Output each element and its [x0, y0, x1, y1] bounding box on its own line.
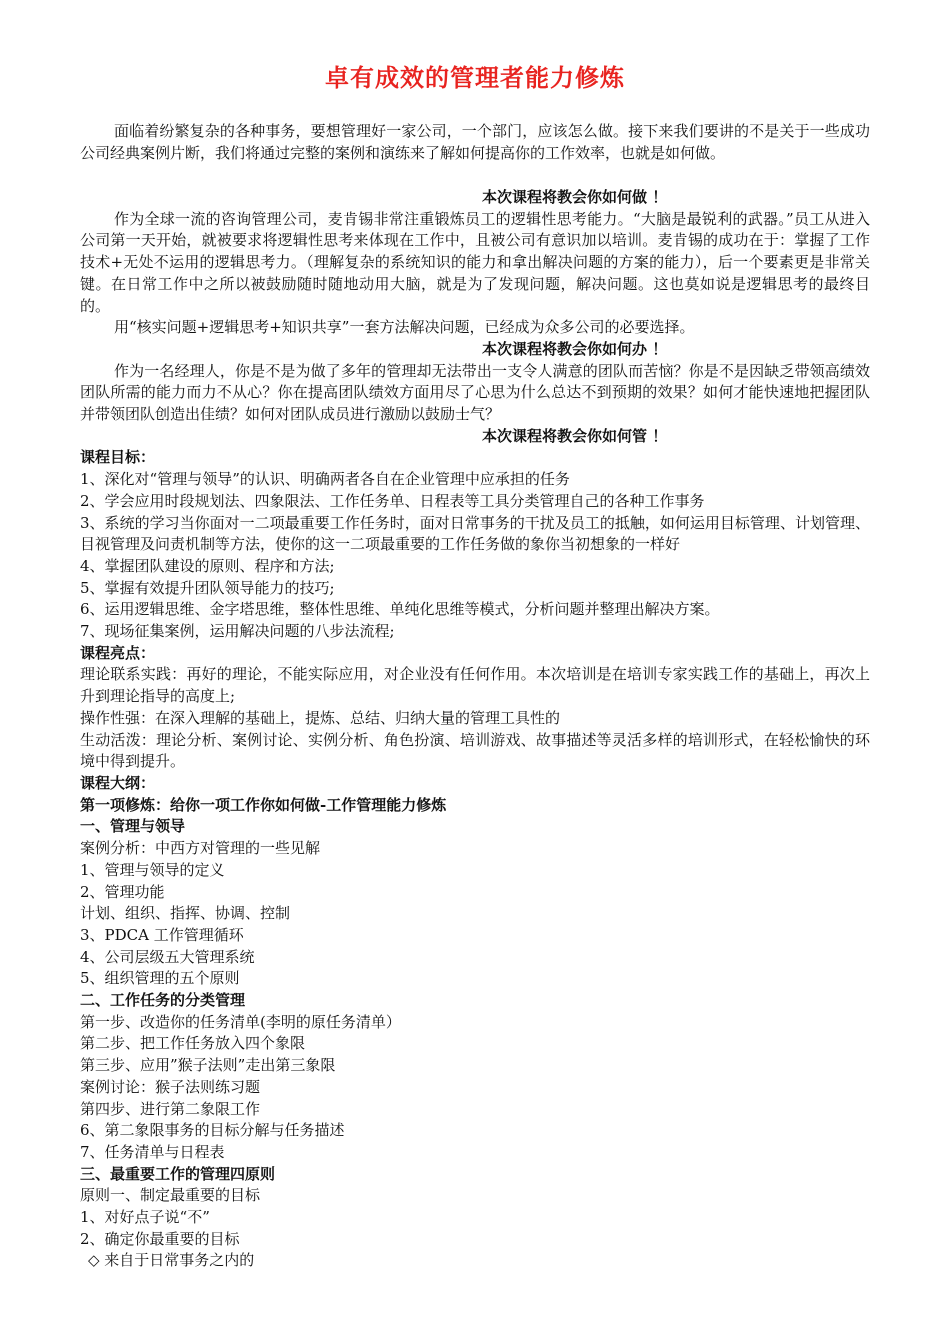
outline-item: 1、管理与领导的定义 [80, 860, 225, 879]
outline-item: 案例分析：中西方对管理的一些见解 [80, 839, 321, 858]
intro-paragraph: 面临着纷繁复杂的各种事务，要想管理好一家公司，一个部门，应该怎么做。接下来我们要讲的不是关于一些成功公司经典案例片断，我们将通过完整的案例和演练来了解如何提高你的工作效率，也就是如何做。 [80, 122, 870, 162]
highlight-item: 生动活泼：理论分析、案例讨论、实例分析、角色扮演、培训游戏、故事描述等灵活多样的培训形式，在轻松愉快的环境中得到提升。 [80, 730, 870, 771]
goal-item: 7、现场征集案例，运用解决问题的八步法流程; [80, 622, 395, 641]
goal-item: 4、掌握团队建设的原则、程序和方法; [80, 556, 335, 575]
outline-item: 第三步、应用”猴子法则”走出第三象限 [80, 1056, 336, 1075]
outline-item: 2、确定你最重要的目标 [80, 1229, 240, 1248]
goal-item: 6、运用逻辑思维、金字塔思维，整体性思维、单纯化思维等模式，分析问题并整理出解决方案。 [80, 600, 720, 619]
document-title: 卓有成效的管理者能力修炼 [325, 64, 625, 92]
outline-item: 4、公司层级五大管理系统 [80, 947, 255, 966]
section-heading-how-to-act: 本次课程将教会你如何办 ！ [482, 339, 668, 358]
goal-item: 2、学会应用时段规划法、四象限法、工作任务单、日程表等工具分类管理自己的各种工作事务 [80, 491, 705, 510]
outline-item: 1、对好点子说“不” [80, 1208, 210, 1227]
section-heading-how-to-do: 本次课程将教会你如何做 ！ [482, 188, 668, 206]
highlight-item: 操作性强：在深入理解的基础上，提炼、总结、归纳大量的管理工具性的 [80, 708, 561, 727]
outline-part-heading: 第一项修炼：给你一项工作你如何做-工作管理能力修炼 [80, 795, 447, 814]
outline-item: 计划、组织、指挥、协调、控制 [80, 904, 291, 923]
outline-item: 第二步、把工作任务放入四个象限 [80, 1034, 306, 1053]
outline-item: 2、管理功能 [80, 882, 165, 901]
outline-section-heading: 二、工作任务的分类管理 [80, 991, 246, 1010]
document-body [80, 187, 870, 1272]
outline-item: 3、PDCA 工作管理循环 [80, 925, 244, 944]
outline-item: 7、任务清单与日程表 [80, 1142, 225, 1161]
manager-paragraph: 作为一名经理人，你是不是为做了多年的管理却无法带出一支令人满意的团队而苦恼？你是不是因缺乏带领高绩效团队所需的能力而力不从心？你在提高团队绩效方面用尽了心思为什么总达不到预期的效果？如何才能快速地把握团队并带领团队创造出佳绩？如何对团队成员进行激励以鼓励士气？ [80, 361, 870, 424]
outline-bullet-item: ◇ 来自于日常事务之内的 [88, 1251, 255, 1270]
mckinsey-paragraph: 作为全球一流的咨询管理公司，麦肯锡非常注重锻炼员工的逻辑性思考能力。“大脑是最锐利的武器。”员工从进入公司第一天开始，就被要求将逻辑性思考来体现在工作中，且被公司有意识加以培训。麦肯锡的成功在于：掌握了工作技术+无处不运用的逻辑思考力。（理解复杂的系统知识的能力和拿出解决问题的方案的能力），后一个要素更是非常关键。在日常工作中之所以被鼓励随时随地动用大脑，就是为了发现问题，解决问题。这也莫如说是逻辑思考的最终目的。 [80, 209, 870, 315]
highlights-heading: 课程亮点： [80, 643, 156, 662]
outline-item: 5、组织管理的五个原则 [80, 969, 240, 988]
outline-item: 6、第二象限事务的目标分解与任务描述 [80, 1121, 345, 1140]
goals-heading: 课程目标： [80, 448, 156, 467]
outline-heading: 课程大纲： [80, 773, 156, 792]
goal-item: 3、系统的学习当你面对一二项最重要工作任务时，面对日常事务的干扰及员工的抵触，如何运用目标管理、计划管理、目视管理及问责机制等方法，使你的这一二项最重要的工作任务做的象你当初想象的一样好 [80, 513, 870, 554]
outline-section-heading: 三、最重要工作的管理四原则 [80, 1164, 276, 1183]
section-heading-how-to-manage: 本次课程将教会你如何管 ！ [482, 426, 668, 445]
outline-item: 原则一、制定最重要的目标 [80, 1186, 261, 1205]
outline-item: 案例讨论：猴子法则练习题 [80, 1077, 261, 1096]
outline-item: 第一步、改造你的任务清单(李明的原任务清单） [80, 1012, 401, 1031]
goal-item: 5、掌握有效提升团队领导能力的技巧; [80, 578, 335, 597]
highlight-item: 理论联系实践：再好的理论，不能实际应用，对企业没有任何作用。本次培训是在培训专家实践工作的基础上，再次上升到理论指导的高度上; [80, 665, 870, 706]
method-paragraph: 用“核实问题+逻辑思考+知识共享”一套方法解决问题，已经成为众多公司的必要选择。 [114, 318, 695, 337]
goal-item: 1、深化对“管理与领导”的认识、明确两者各自在企业管理中应承担的任务 [80, 470, 570, 489]
outline-item: 第四步、进行第二象限工作 [80, 1099, 261, 1118]
outline-section-heading: 一、管理与领导 [80, 817, 186, 836]
